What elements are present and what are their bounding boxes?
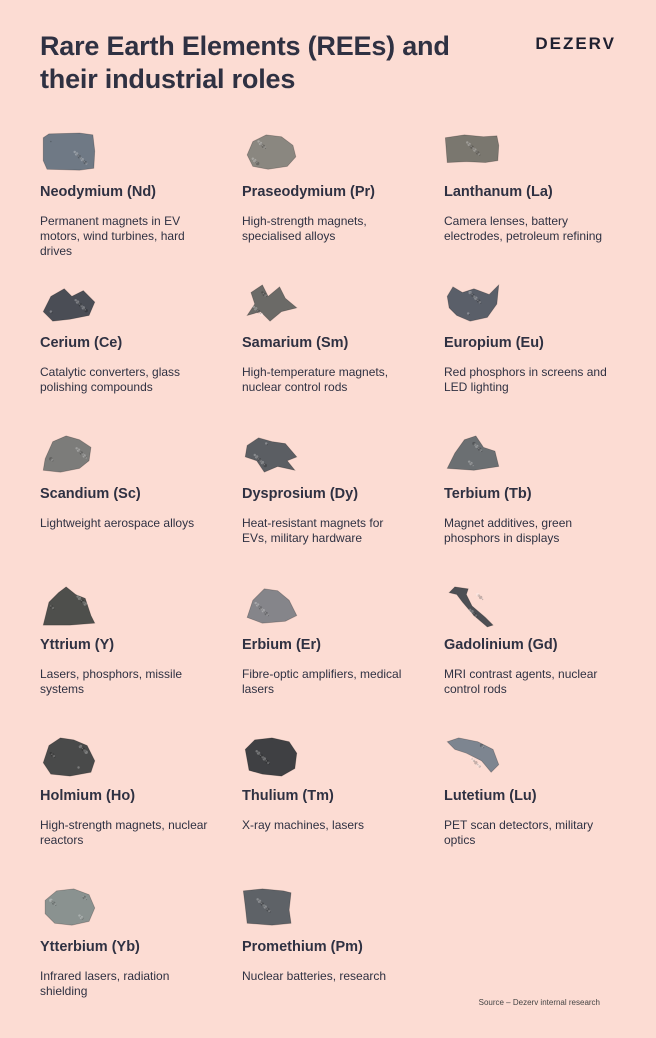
element-name: Scandium (Sc) <box>40 486 141 502</box>
element-use: Heat-resistant magnets for EVs, military hardware <box>242 516 384 545</box>
element-name: Yttrium (Y) <box>40 637 115 653</box>
element-name: Dysprosium (Dy) <box>242 486 359 502</box>
element-card <box>444 434 624 585</box>
element-name: Lutetium (Lu) <box>444 788 537 804</box>
neodymium-rock-icon <box>40 132 98 174</box>
gadolinium-rod-icon <box>444 585 502 627</box>
promethium-rock-icon <box>242 887 300 929</box>
element-use: High-temperature magnets, nuclear control rods <box>242 365 389 394</box>
element-name: Terbium (Tb) <box>444 486 532 502</box>
element-card <box>40 585 242 736</box>
lanthanum-rock-icon <box>444 132 502 174</box>
element-use: Fibre-optic amplifiers, medical lasers <box>242 667 402 696</box>
element-use: Red phosphors in screens and LED lighting <box>444 365 607 394</box>
element-name: Samarium (Sm) <box>242 335 349 351</box>
element-use: Lightweight aerospace alloys <box>40 516 195 530</box>
samarium-rock-icon <box>242 283 300 325</box>
element-name: Ytterbium (Yb) <box>40 939 140 955</box>
element-card <box>242 887 444 1038</box>
element-use: Nuclear batteries, research <box>242 969 387 983</box>
element-use: Infrared lasers, radiation shielding <box>40 969 170 998</box>
element-name: Praseodymium (Pr) <box>242 184 375 200</box>
element-card <box>242 132 444 283</box>
element-card <box>444 585 624 736</box>
element-use: Lasers, phosphors, missile systems <box>40 667 183 696</box>
element-name: Gadolinium (Gd) <box>444 637 558 653</box>
element-use: Camera lenses, battery electrodes, petroleum refining <box>444 214 603 243</box>
element-card <box>40 736 242 887</box>
brand-logo: DEZERV <box>535 34 616 53</box>
ytterbium-rock-icon <box>40 887 98 929</box>
element-card <box>444 132 624 283</box>
element-name: Promethium (Pm) <box>242 939 363 955</box>
element-card <box>40 887 242 1038</box>
scandium-rock-icon <box>40 434 98 476</box>
europium-rock-icon <box>444 283 502 325</box>
element-name: Neodymium (Nd) <box>40 184 156 200</box>
elements-grid <box>40 132 624 1038</box>
element-use: High-strength magnets, specialised alloys <box>242 214 367 243</box>
source-note: Source – Dezerv internal research <box>478 998 600 1007</box>
element-name: Erbium (Er) <box>242 637 321 653</box>
element-card <box>40 283 242 434</box>
element-use: X-ray machines, lasers <box>242 818 365 832</box>
element-use: Magnet additives, green phosphors in displays <box>444 516 573 545</box>
praseodymium-rock-icon <box>242 132 300 174</box>
element-use: Catalytic converters, glass polishing compounds <box>40 365 181 394</box>
terbium-rock-icon <box>444 434 502 476</box>
element-card <box>242 283 444 434</box>
element-name: Europium (Eu) <box>444 335 544 351</box>
erbium-rock-icon <box>242 585 300 627</box>
element-name: Holmium (Ho) <box>40 788 136 804</box>
element-name: Thulium (Tm) <box>242 788 334 804</box>
holmium-rock-icon <box>40 736 98 778</box>
element-use: Permanent magnets in EV motors, wind turbines, hard drives <box>40 214 185 258</box>
element-use: PET scan detectors, military optics <box>444 818 594 847</box>
lutetium-shard-icon <box>444 736 502 778</box>
dysprosium-rock-icon <box>242 434 300 476</box>
element-name: Lanthanum (La) <box>444 184 553 200</box>
element-card <box>444 736 624 887</box>
element-use: MRI contrast agents, nuclear control rods <box>444 667 598 696</box>
thulium-rock-icon <box>242 736 300 778</box>
yttrium-rock-icon <box>40 585 98 627</box>
element-name: Cerium (Ce) <box>40 335 123 351</box>
cerium-rock-icon <box>40 283 98 325</box>
element-card <box>40 434 242 585</box>
element-card <box>444 283 624 434</box>
element-card <box>242 434 444 585</box>
element-use: High-strength magnets, nuclear reactors <box>40 818 208 847</box>
element-card <box>40 132 242 283</box>
element-card <box>242 736 444 887</box>
element-card <box>242 585 444 736</box>
page-title: Rare Earth Elements (REEs) and their industrial roles <box>40 31 450 94</box>
